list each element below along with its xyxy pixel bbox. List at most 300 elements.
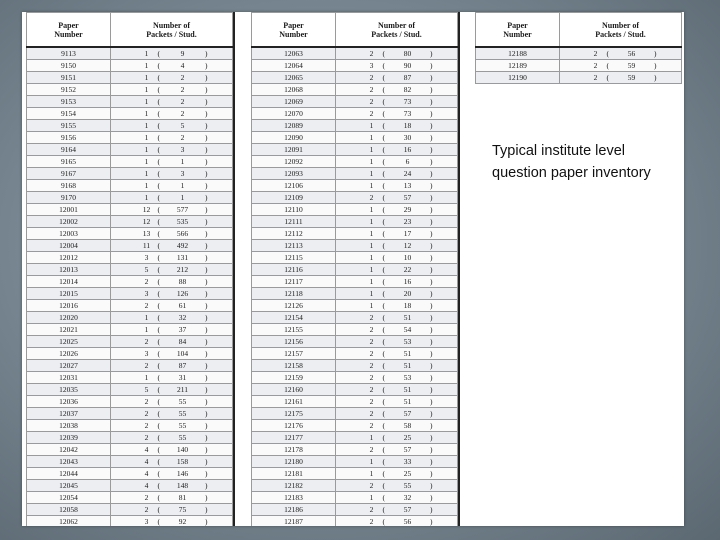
packet-count: 1 [369, 492, 374, 502]
count-group [336, 216, 457, 227]
paper-number-cell: 12035 [27, 383, 111, 395]
table-row [252, 515, 458, 526]
count-group [336, 312, 457, 323]
count-group [560, 48, 681, 59]
student-count: 56 [627, 48, 636, 58]
count-group [336, 132, 457, 143]
open-paren: ( [382, 204, 385, 214]
packets-students-cell [336, 167, 458, 179]
student-count: 55 [178, 420, 187, 430]
close-paren: ) [205, 228, 208, 238]
student-count: 55 [178, 432, 187, 442]
student-count: 84 [178, 336, 187, 346]
count-group [111, 360, 232, 371]
paper-number-cell: 12180 [252, 455, 336, 467]
packet-count: 2 [369, 108, 374, 118]
student-count: 31 [178, 372, 187, 382]
close-paren: ) [205, 432, 208, 442]
open-paren: ( [157, 348, 160, 358]
count-group [336, 336, 457, 347]
packet-count: 1 [369, 156, 374, 166]
packets-students-cell [111, 311, 233, 323]
table-row [27, 419, 233, 431]
table-row [27, 167, 233, 179]
count-group [111, 312, 232, 323]
open-paren: ( [382, 336, 385, 346]
close-paren: ) [205, 144, 208, 154]
paper-number-cell: 12070 [252, 107, 336, 119]
close-paren: ) [430, 108, 433, 118]
open-paren: ( [382, 384, 385, 394]
student-count: 3 [180, 168, 185, 178]
packets-students-cell [111, 431, 233, 443]
packet-count: 2 [144, 492, 149, 502]
close-paren: ) [205, 456, 208, 466]
packet-count: 2 [369, 348, 374, 358]
packets-students-cell [336, 215, 458, 227]
close-paren: ) [205, 132, 208, 142]
open-paren: ( [382, 156, 385, 166]
count-group [111, 120, 232, 131]
table-row [252, 383, 458, 395]
count-group [111, 504, 232, 515]
open-paren: ( [382, 168, 385, 178]
packets-students-cell [111, 251, 233, 263]
open-paren: ( [157, 72, 160, 82]
student-count: 2 [180, 132, 185, 142]
packets-students-cell [336, 479, 458, 491]
packets-students-cell [336, 323, 458, 335]
close-paren: ) [205, 396, 208, 406]
table-row [27, 83, 233, 95]
packets-students-cell [111, 323, 233, 335]
table-row [252, 359, 458, 371]
student-count: 55 [403, 480, 412, 490]
table-header-row [27, 13, 233, 47]
open-paren: ( [606, 48, 609, 58]
student-count: 16 [403, 276, 412, 286]
table-row [27, 347, 233, 359]
open-paren: ( [157, 168, 160, 178]
packet-count: 12 [142, 216, 151, 226]
open-paren: ( [157, 108, 160, 118]
count-group [111, 324, 232, 335]
table-row [252, 239, 458, 251]
packets-students-cell [111, 335, 233, 347]
table-row [27, 407, 233, 419]
open-paren: ( [157, 48, 160, 58]
paper-number-cell: 12116 [252, 263, 336, 275]
count-group [111, 240, 232, 251]
open-paren: ( [382, 60, 385, 70]
paper-number-cell: 12012 [27, 251, 111, 263]
inventory-table-2 [251, 12, 458, 526]
open-paren: ( [382, 276, 385, 286]
student-count: 58 [403, 420, 412, 430]
student-count: 3 [180, 144, 185, 154]
table-row [27, 263, 233, 275]
close-paren: ) [654, 48, 657, 58]
packet-count: 11 [142, 240, 151, 250]
close-paren: ) [430, 216, 433, 226]
close-paren: ) [205, 216, 208, 226]
packets-students-cell [336, 95, 458, 107]
student-count: 73 [403, 96, 412, 106]
table-row [27, 143, 233, 155]
packet-count: 2 [144, 300, 149, 310]
table-row [27, 227, 233, 239]
packet-count: 2 [593, 48, 598, 58]
paper-number-cell: 12027 [27, 359, 111, 371]
open-paren: ( [157, 144, 160, 154]
student-count: 148 [176, 480, 189, 490]
table-row [252, 323, 458, 335]
packets-students-cell [336, 203, 458, 215]
count-group [336, 324, 457, 335]
paper-number-cell: 12156 [252, 335, 336, 347]
student-count: 55 [178, 408, 187, 418]
close-paren: ) [430, 288, 433, 298]
packets-students-cell [111, 287, 233, 299]
paper-number-cell: 12003 [27, 227, 111, 239]
packet-count: 1 [369, 276, 374, 286]
table-row [252, 179, 458, 191]
close-paren: ) [205, 264, 208, 274]
table-row [252, 287, 458, 299]
close-paren: ) [205, 348, 208, 358]
packet-count: 1 [369, 252, 374, 262]
count-group [336, 156, 457, 167]
packet-count: 1 [369, 120, 374, 130]
paper-number-cell: 12177 [252, 431, 336, 443]
open-paren: ( [382, 216, 385, 226]
packets-students-cell [336, 179, 458, 191]
count-group [111, 480, 232, 491]
paper-number-cell: 12002 [27, 215, 111, 227]
paper-header-line2: Number [503, 30, 532, 40]
paper-number-cell: 12158 [252, 359, 336, 371]
packets-students-cell [336, 467, 458, 479]
paper-number-cell: 12159 [252, 371, 336, 383]
paper-number-cell: 12112 [252, 227, 336, 239]
open-paren: ( [157, 432, 160, 442]
open-paren: ( [382, 240, 385, 250]
count-group [111, 432, 232, 443]
packets-students-cell [111, 491, 233, 503]
table-row [252, 251, 458, 263]
packets-students-cell [336, 83, 458, 95]
paper-header-line2: Number [54, 30, 83, 40]
student-count: 29 [403, 204, 412, 214]
packet-count: 12 [142, 204, 151, 214]
count-group [336, 96, 457, 107]
count-group [111, 408, 232, 419]
table-row [27, 59, 233, 71]
packet-count: 1 [369, 240, 374, 250]
inventory-table-1 [26, 12, 233, 526]
packet-count: 2 [369, 192, 374, 202]
table-row [27, 443, 233, 455]
close-paren: ) [430, 60, 433, 70]
student-count: 6 [405, 156, 410, 166]
open-paren: ( [157, 516, 160, 526]
student-count: 12 [403, 240, 412, 250]
table-row [27, 515, 233, 526]
packets-students-cell [111, 299, 233, 311]
packets-students-cell [336, 47, 458, 60]
close-paren: ) [205, 108, 208, 118]
close-paren: ) [430, 156, 433, 166]
packets-students-cell [111, 467, 233, 479]
packets-students-cell [336, 431, 458, 443]
student-count: 1 [180, 156, 185, 166]
paper-number-cell: 12045 [27, 479, 111, 491]
packets-students-cell [111, 359, 233, 371]
packets-students-cell [111, 347, 233, 359]
packet-count: 2 [369, 336, 374, 346]
paper-number-cell: 12026 [27, 347, 111, 359]
student-count: 51 [403, 348, 412, 358]
count-group [111, 144, 232, 155]
count-group [336, 456, 457, 467]
table-row [476, 47, 682, 60]
close-paren: ) [430, 456, 433, 466]
paper-number-cell: 12155 [252, 323, 336, 335]
paper-number-cell: 12038 [27, 419, 111, 431]
count-group [111, 396, 232, 407]
packet-count: 1 [369, 180, 374, 190]
close-paren: ) [205, 372, 208, 382]
paper-number-cell: 12058 [27, 503, 111, 515]
packets-students-cell [336, 335, 458, 347]
paper-number-cell: 12175 [252, 407, 336, 419]
count-group [336, 360, 457, 371]
paper-number-cell: 12065 [252, 71, 336, 83]
table-row [252, 263, 458, 275]
student-count: 54 [403, 324, 412, 334]
table-row [27, 467, 233, 479]
student-count: 37 [178, 324, 187, 334]
close-paren: ) [205, 120, 208, 130]
table-row [27, 323, 233, 335]
close-paren: ) [430, 432, 433, 442]
student-count: 81 [178, 492, 187, 502]
packets-students-cell [336, 59, 458, 71]
student-count: 4 [180, 60, 185, 70]
open-paren: ( [157, 480, 160, 490]
inventory-sheet [22, 12, 684, 526]
open-paren: ( [157, 252, 160, 262]
close-paren: ) [430, 396, 433, 406]
paper-number-cell: 12054 [27, 491, 111, 503]
packet-count: 1 [144, 372, 149, 382]
open-paren: ( [157, 264, 160, 274]
packet-count: 5 [144, 264, 149, 274]
table-row [27, 107, 233, 119]
open-paren: ( [382, 504, 385, 514]
open-paren: ( [157, 60, 160, 70]
count-group [111, 96, 232, 107]
paper-number-cell: 12069 [252, 95, 336, 107]
packet-count: 2 [369, 372, 374, 382]
column-divider-2 [458, 12, 460, 526]
count-group [336, 168, 457, 179]
close-paren: ) [205, 300, 208, 310]
open-paren: ( [382, 456, 385, 466]
packet-count: 2 [369, 384, 374, 394]
close-paren: ) [205, 60, 208, 70]
student-count: 30 [403, 132, 412, 142]
paper-number-header [476, 13, 560, 47]
packets-students-cell [111, 107, 233, 119]
student-count: 22 [403, 264, 412, 274]
close-paren: ) [430, 168, 433, 178]
packet-count: 1 [144, 48, 149, 58]
student-count: 10 [403, 252, 412, 262]
student-count: 57 [403, 504, 412, 514]
count-group [336, 396, 457, 407]
student-count: 126 [176, 288, 189, 298]
column-divider-1 [233, 12, 235, 526]
student-count: 53 [403, 372, 412, 382]
count-group [336, 60, 457, 71]
paper-number-cell: 9154 [27, 107, 111, 119]
table-row [252, 467, 458, 479]
open-paren: ( [382, 252, 385, 262]
count-header-line2: Packets / Stud. [371, 30, 422, 40]
open-paren: ( [157, 228, 160, 238]
table-row [252, 95, 458, 107]
close-paren: ) [430, 444, 433, 454]
close-paren: ) [205, 360, 208, 370]
packets-students-cell [111, 179, 233, 191]
open-paren: ( [382, 300, 385, 310]
open-paren: ( [382, 264, 385, 274]
packet-count: 2 [369, 396, 374, 406]
table-row [27, 491, 233, 503]
student-count: 131 [176, 252, 189, 262]
packet-count: 2 [144, 336, 149, 346]
paper-number-cell: 9156 [27, 131, 111, 143]
paper-number-cell: 12001 [27, 203, 111, 215]
caption-line-1: Typical institute level [492, 143, 625, 159]
packet-count: 4 [144, 444, 149, 454]
student-count: 16 [403, 144, 412, 154]
count-group [336, 84, 457, 95]
count-group [560, 60, 681, 71]
open-paren: ( [382, 396, 385, 406]
open-paren: ( [157, 216, 160, 226]
packets-students-cell [336, 383, 458, 395]
close-paren: ) [205, 72, 208, 82]
close-paren: ) [205, 276, 208, 286]
count-group [111, 228, 232, 239]
table-row [27, 71, 233, 83]
table-row [252, 479, 458, 491]
count-group [111, 456, 232, 467]
close-paren: ) [430, 468, 433, 478]
count-group [336, 432, 457, 443]
open-paren: ( [157, 372, 160, 382]
student-count: 90 [403, 60, 412, 70]
packets-students-header [111, 13, 233, 47]
packet-count: 2 [369, 360, 374, 370]
open-paren: ( [157, 204, 160, 214]
close-paren: ) [205, 312, 208, 322]
paper-number-cell: 12063 [252, 47, 336, 60]
paper-number-cell: 12021 [27, 323, 111, 335]
table-row [252, 395, 458, 407]
paper-number-cell: 12025 [27, 335, 111, 347]
packet-count: 1 [144, 192, 149, 202]
table-row [27, 131, 233, 143]
paper-number-cell: 12157 [252, 347, 336, 359]
student-count: 146 [176, 468, 189, 478]
table-row [476, 71, 682, 83]
table-row [27, 359, 233, 371]
count-group [111, 372, 232, 383]
student-count: 566 [176, 228, 189, 238]
student-count: 51 [403, 396, 412, 406]
packets-students-cell [336, 287, 458, 299]
close-paren: ) [654, 60, 657, 70]
table-row [252, 191, 458, 203]
packets-students-cell [336, 299, 458, 311]
close-paren: ) [205, 468, 208, 478]
paper-number-cell: 12044 [27, 467, 111, 479]
close-paren: ) [430, 72, 433, 82]
student-count: 61 [178, 300, 187, 310]
packets-students-cell [336, 239, 458, 251]
count-group [336, 480, 457, 491]
open-paren: ( [157, 504, 160, 514]
paper-number-cell: 12064 [252, 59, 336, 71]
packet-count: 2 [593, 60, 598, 70]
student-count: 51 [403, 384, 412, 394]
paper-number-cell: 12188 [476, 47, 560, 60]
packet-count: 2 [144, 420, 149, 430]
paper-number-cell: 12004 [27, 239, 111, 251]
paper-number-cell: 12160 [252, 383, 336, 395]
packet-count: 1 [144, 180, 149, 190]
paper-number-cell: 9151 [27, 71, 111, 83]
paper-number-cell: 12042 [27, 443, 111, 455]
student-count: 2 [180, 84, 185, 94]
open-paren: ( [382, 120, 385, 130]
packet-count: 1 [369, 288, 374, 298]
open-paren: ( [382, 72, 385, 82]
table-row [252, 215, 458, 227]
open-paren: ( [157, 420, 160, 430]
table-row [252, 443, 458, 455]
student-count: 57 [403, 192, 412, 202]
open-paren: ( [157, 492, 160, 502]
close-paren: ) [430, 96, 433, 106]
paper-number-cell: 12187 [252, 515, 336, 526]
paper-number-cell: 12182 [252, 479, 336, 491]
paper-number-cell: 9168 [27, 179, 111, 191]
count-group [336, 468, 457, 479]
count-header-line1: Number of [602, 21, 639, 31]
packet-count: 2 [593, 72, 598, 82]
paper-header-line2: Number [279, 30, 308, 40]
close-paren: ) [430, 420, 433, 430]
close-paren: ) [654, 72, 657, 82]
count-group [336, 180, 457, 191]
count-group [336, 204, 457, 215]
paper-number-cell: 12068 [252, 83, 336, 95]
table-row [27, 239, 233, 251]
